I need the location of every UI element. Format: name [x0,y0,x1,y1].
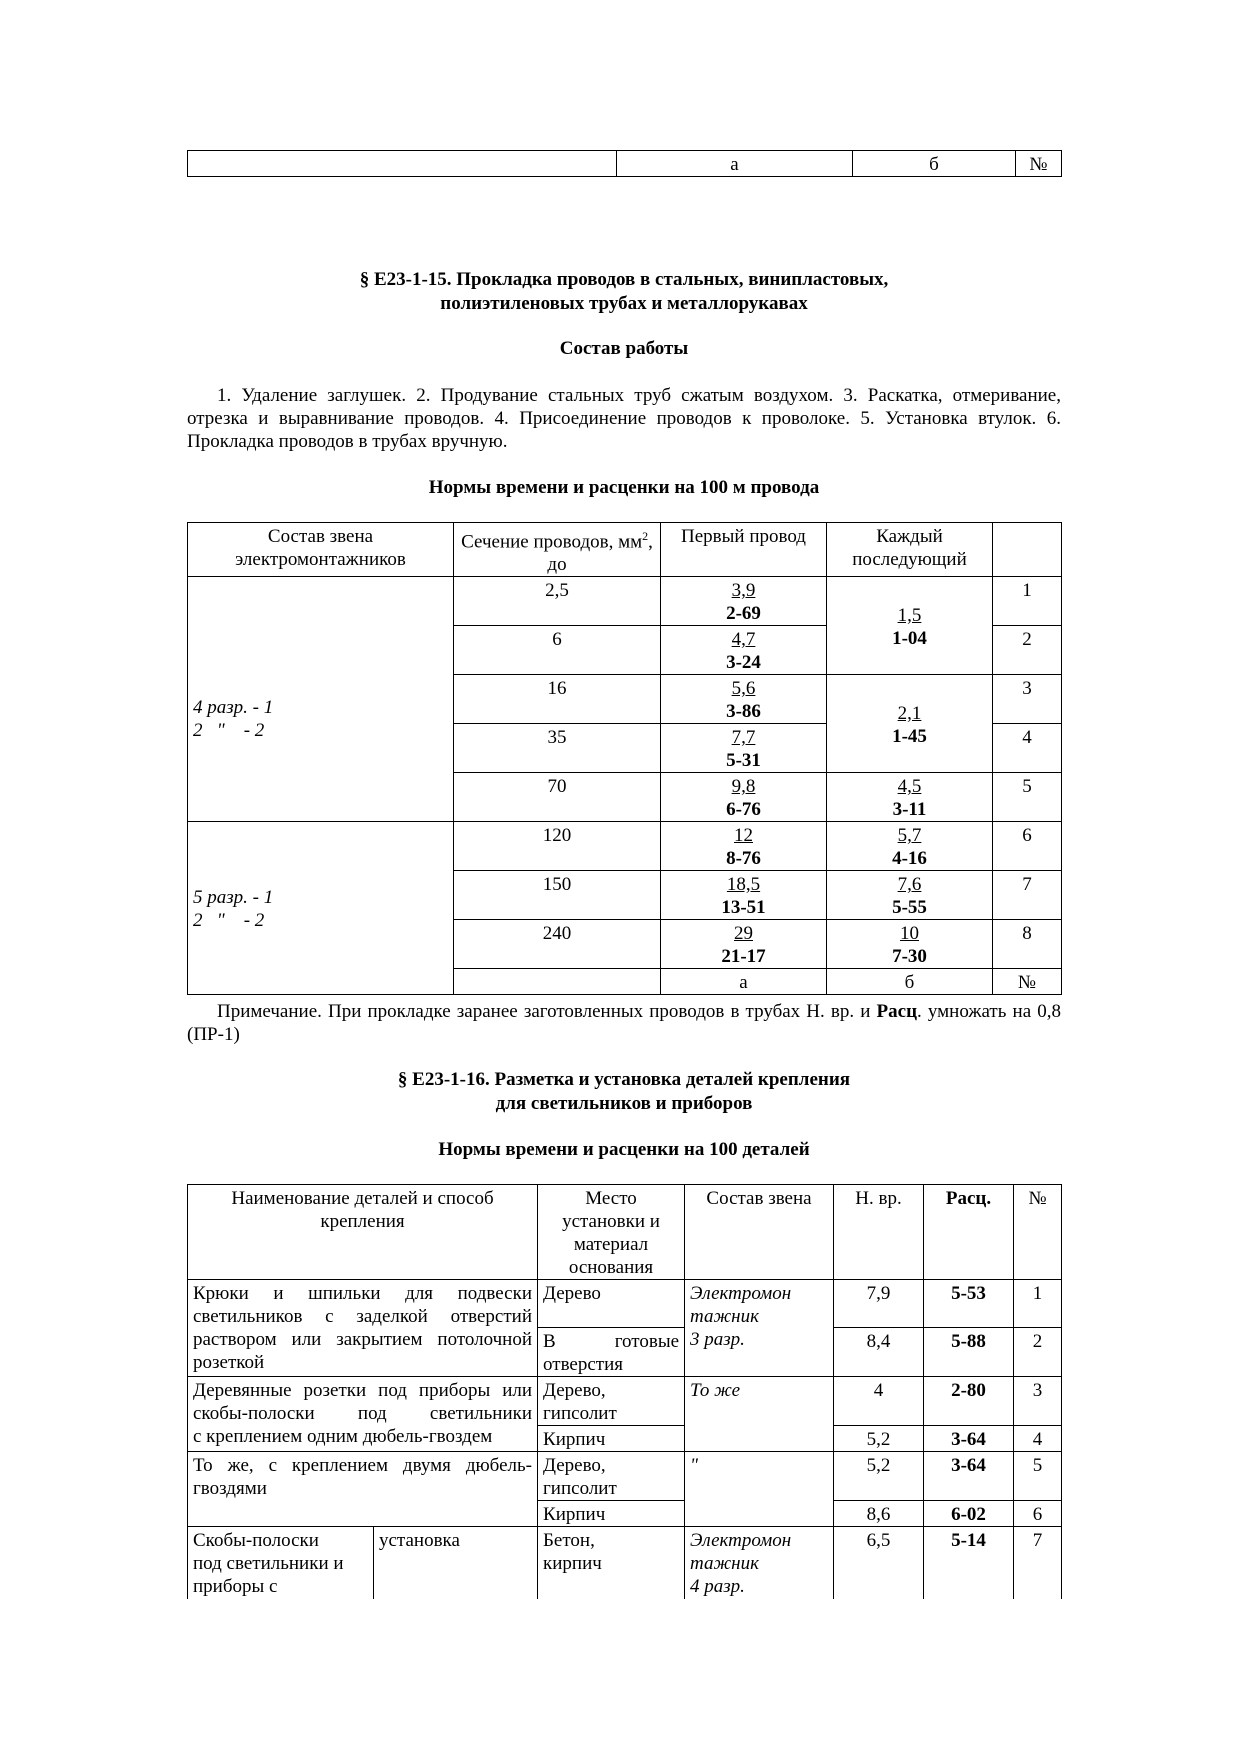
group2-name: Деревянные розетки под приборы или скобы-полоски под светильники с креплением одним дюбель-гвоздем [188,1377,538,1452]
each-next-1-2: 1,5 1-04 [827,577,993,675]
table-row: Кирпич 5,2 3-64 4 [188,1426,1062,1452]
work-composition-heading: Состав работы [559,338,689,359]
col-num-label: № [1016,151,1062,177]
table-row: 240 29 21-17 10 7-30 8 [188,920,1062,969]
table-row: То же, с креплением двумя дюбель-гвоздями Дерево, гипсолит " 5,2 3-64 5 [188,1452,1062,1501]
crew-cell-2: 5 разр. - 1 2 " - 2 [188,822,454,995]
table-header-row: Наименование деталей и способ крепления Место установки и материал основания Состав звена Н. вр. Расц. № [188,1185,1062,1280]
table-row: 35 7,7 5-31 4 [188,724,1062,773]
col-a-label: а [617,151,853,177]
header-crew: Состав звена электромонтажников [188,523,454,577]
each-next-3-4: 2,1 1-45 [827,675,993,773]
group3-name: То же, с креплением двумя дюбель-гвоздями [188,1452,538,1527]
table-row: Деревянные розетки под приборы или скобы-полоски под светильники с креплением одним дюбель-гвоздем Дерево, гипсолит То же 4 2-80 3 [188,1377,1062,1426]
group1-name: Крюки и шпильки для подвески светильников с заделкой отверстий раствором или закрытием потолочной розеткой [188,1280,538,1377]
header-section: Сечение проводов, $мм^2$, до [454,523,661,577]
norms-heading-16: Нормы времени и расценки на 100 деталей [438,1139,810,1160]
norms-heading-15: Нормы времени и расценки на 100 м провода [428,477,820,498]
col-b-label: б [853,151,1016,177]
table-row: 4 разр. - 1 2 " - 2 2,5 3,9 2-69 1,5 1-04 1 [188,577,1062,626]
table-row: 150 18,5 13-51 7,6 5-55 7 [188,871,1062,920]
table-row: 16 5,6 3-86 2,1 1-45 3 [188,675,1062,724]
table-row: 70 9,8 6-76 4,5 3-11 5 [188,773,1062,822]
top-continuation-table [187,150,1062,177]
header-each-next: Каждый последующий [827,523,993,577]
table-row: Скобы-полоски под светильники и приборы с установка Бетон, кирпич Электромон тажник 4 разр. 6,5 5-14 7 [188,1527,1062,1599]
work-composition-text: 1. Удаление заглушек. 2. Продувание стальных труб сжатым воздухом. 3. Раскатка, отмеривание, отрезка и выравнивание проводов. 4. Присоединение проводов к проволоке. 5. Установка втулок. 6. Прокладка проводов в трубах вручную. [187,385,1061,452]
norms-table-16 [187,1184,1062,1599]
header-first-wire: Первый провод [661,523,827,577]
table-row: 6 4,7 3-24 2 [188,626,1062,675]
table-row: Кирпич 8,6 6-02 6 [188,1501,1062,1527]
section-15-title: § Е23-1-15. Прокладка проводов в стальных, винипластовых, полиэтиленовых трубах и металлорукавах [359,269,889,314]
table-row: В готовые отверстия 8,4 5-88 2 [188,1328,1062,1377]
table-row: Крюки и шпильки для подвески светильников с заделкой отверстий раствором или закрытием потолочной розеткой Дерево Электромон тажник 3 разр. 7,9 5-53 1 [188,1280,1062,1328]
note-15: Примечание. При прокладке заранее заготовленных проводов в трубах Н. вр. и Расц. умножать на 0,8 (ПР-1) [187,1001,1061,1045]
section-16-title: § Е23-1-16. Разметка и установка деталей крепления для светильников и приборов [397,1069,851,1114]
table-row: 5 разр. - 1 2 " - 2 120 12 8-76 5,7 4-16 6 [188,822,1062,871]
norms-table-15 [187,522,1062,995]
group1-crew: Электромон тажник 3 разр. [685,1280,834,1377]
crew-cell-1: 4 разр. - 1 2 " - 2 [188,577,454,822]
table-header-row [188,523,1062,577]
table-footer-row: а б № [188,969,1062,995]
